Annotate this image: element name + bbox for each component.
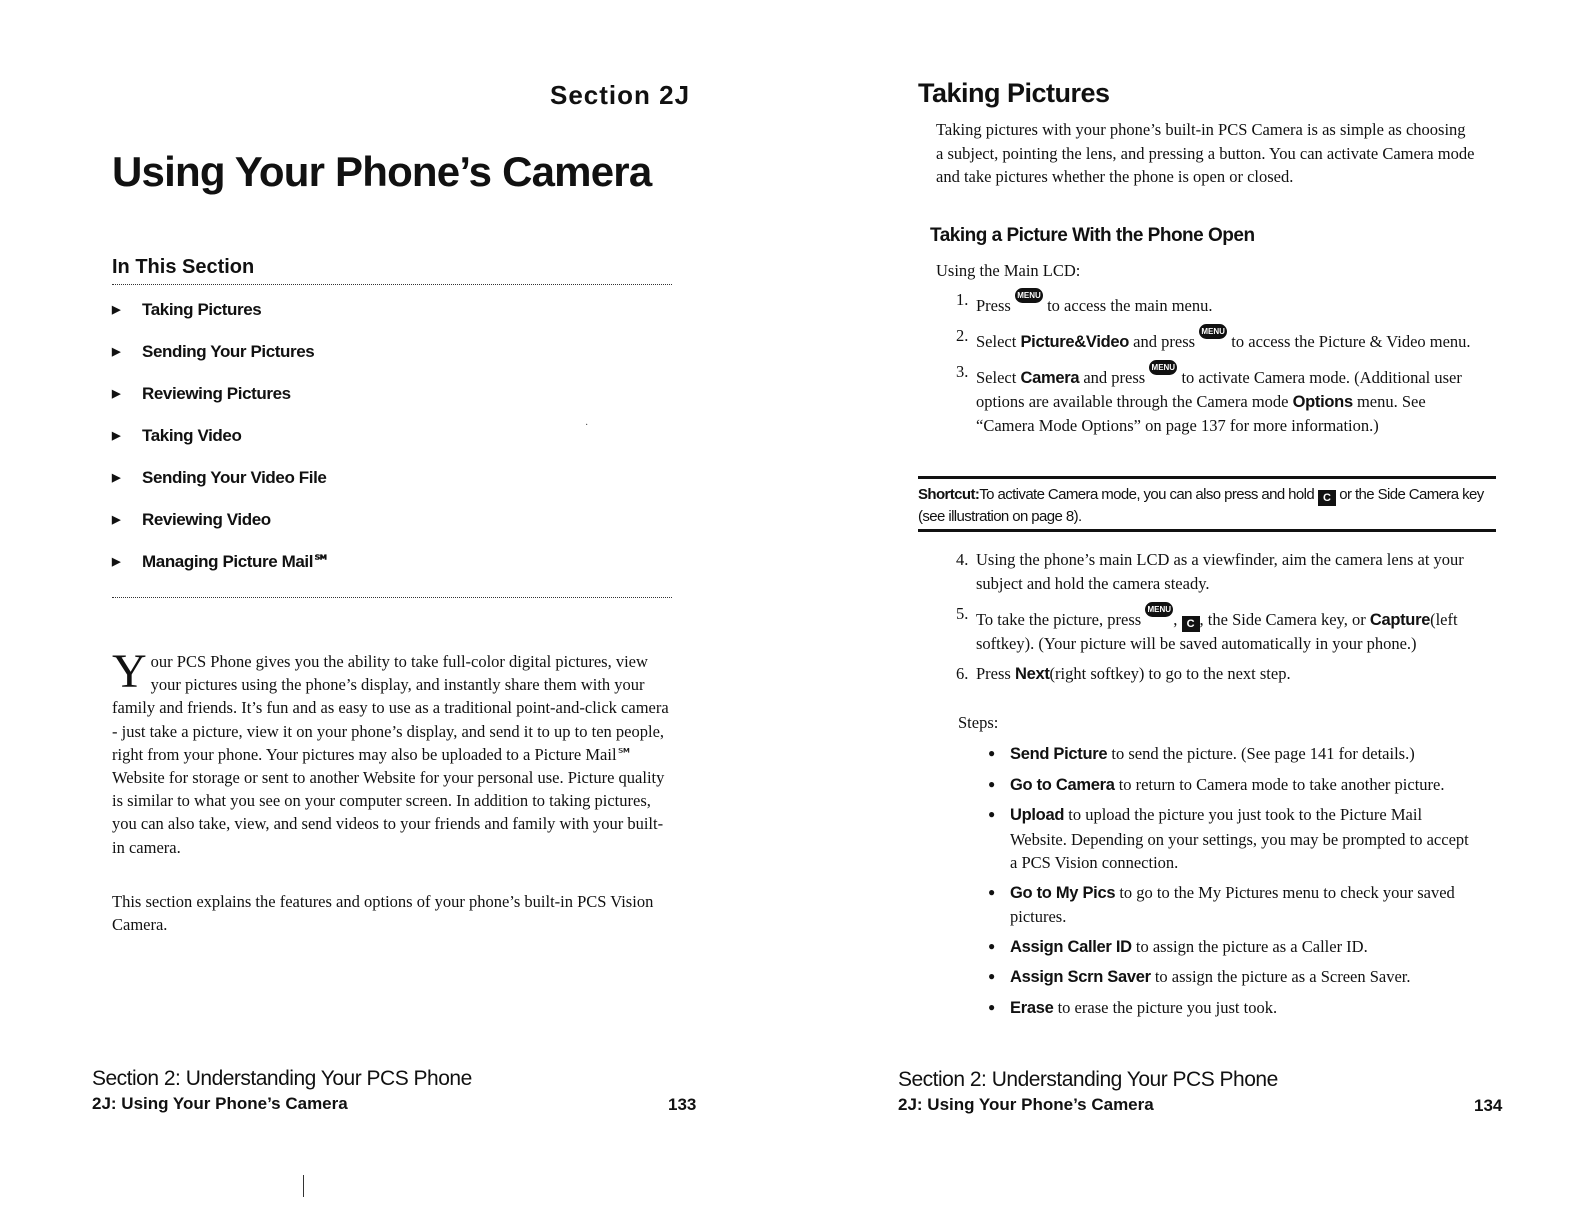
arrow-icon: ▶ bbox=[112, 430, 121, 442]
toc-item-label: Sending Your Video File bbox=[142, 468, 327, 487]
bullet-icon: ● bbox=[988, 807, 996, 821]
divider bbox=[918, 529, 1496, 532]
page-number: 134 bbox=[1474, 1096, 1503, 1115]
section-heading: Taking Pictures bbox=[918, 78, 1110, 108]
divider bbox=[918, 476, 1496, 479]
toc-item bbox=[112, 426, 672, 468]
toc-item bbox=[112, 510, 672, 552]
toc-item-label: Taking Pictures bbox=[142, 300, 262, 319]
step-text: Press bbox=[976, 296, 1011, 315]
arrow-icon: ▶ bbox=[112, 388, 121, 400]
intro-paragraph-2: This section explains the features and options of your phone’s built-in PCS Vision Camera. bbox=[112, 892, 654, 935]
step-number: 4. bbox=[956, 550, 969, 569]
step-text: To take the picture, press bbox=[976, 610, 1142, 629]
step-item bbox=[956, 662, 1486, 686]
arrow-icon: ▶ bbox=[112, 514, 121, 526]
step-text: (right softkey) to go to the next step. bbox=[1049, 664, 1291, 683]
chapter-title: Using Your Phone’s Camera bbox=[112, 148, 652, 195]
toc-item bbox=[112, 342, 672, 384]
drop-cap: Y bbox=[112, 645, 147, 698]
bullet-icon: ● bbox=[988, 746, 996, 760]
step-text: and press bbox=[1133, 332, 1196, 351]
menu-ok-key-icon: MENU OK bbox=[1145, 602, 1173, 617]
step-number: 3. bbox=[956, 362, 969, 381]
divider bbox=[112, 597, 672, 598]
menu-option: Camera bbox=[1020, 369, 1080, 387]
bullet-icon: ● bbox=[988, 999, 996, 1014]
step-text: (left softkey). (Your picture will be saved automatically in your phone.) bbox=[976, 610, 1458, 653]
shortcut-text: or the Side Camera key (see illustration on page 8). bbox=[918, 486, 1484, 525]
option-item bbox=[988, 965, 1478, 990]
toc-heading: In This Section bbox=[112, 256, 255, 278]
toc-item-label: Reviewing Video bbox=[142, 510, 271, 529]
shortcut-note bbox=[918, 484, 1496, 527]
option-text: to return to Camera mode to take another picture. bbox=[1118, 774, 1445, 794]
menu-option: Options bbox=[1292, 393, 1353, 411]
option-text: to go to the My Pictures menu to check your saved pictures. bbox=[1010, 882, 1455, 926]
option-label: Upload bbox=[1010, 806, 1065, 824]
option-text: to assign the picture as a Screen Saver. bbox=[1154, 967, 1411, 986]
step-number: 1. bbox=[956, 290, 969, 309]
arrow-icon: ▶ bbox=[112, 304, 121, 316]
options-list bbox=[988, 742, 1478, 1026]
menu-ok-key-icon: MENU OK bbox=[1015, 288, 1043, 303]
step-number: 2. bbox=[956, 326, 969, 345]
arrow-icon: ▶ bbox=[112, 556, 121, 568]
option-text: to assign the picture as a Caller ID. bbox=[1135, 936, 1368, 956]
softkey-label: Capture bbox=[1369, 611, 1431, 629]
toc-item-label: Sending Your Pictures bbox=[142, 342, 315, 361]
step-number: 6. bbox=[956, 664, 969, 683]
option-label: Go to My Pics bbox=[1010, 883, 1116, 902]
toc-item-label: Taking Video bbox=[142, 426, 242, 445]
option-item bbox=[988, 742, 1478, 767]
option-label: Assign Scrn Saver bbox=[1010, 968, 1151, 986]
softkey-label: Next bbox=[1014, 665, 1050, 683]
step-text: menu. See “Camera Mode Options” on page 137 for more information.) bbox=[976, 392, 1426, 435]
option-text: to upload the picture you just took to the Picture Mail Website. Depending on your settings, you may be prompted to accept a PCS Vision connection. bbox=[1010, 805, 1469, 872]
bullet-icon: ● bbox=[988, 884, 996, 899]
step-text: , bbox=[1173, 610, 1178, 629]
steps-label: Steps: bbox=[958, 713, 999, 732]
step-text: Select bbox=[976, 368, 1017, 387]
footer-chapter: 2J: Using Your Phone’s Camera bbox=[92, 1094, 348, 1113]
toc-item bbox=[112, 552, 672, 594]
step-text: and press bbox=[1083, 368, 1146, 387]
toc-item bbox=[112, 300, 672, 342]
subheading: Taking a Picture With the Phone Open bbox=[930, 225, 1255, 246]
page-number: 133 bbox=[668, 1095, 697, 1114]
footer-section: Section 2: Understanding Your PCS Phone bbox=[92, 1067, 472, 1090]
arrow-icon: ▶ bbox=[112, 472, 121, 484]
option-label: Go to Camera bbox=[1010, 775, 1115, 794]
section-label: Section 2J bbox=[550, 80, 691, 110]
step-text: , the Side Camera key, or bbox=[1199, 610, 1366, 629]
shortcut-label: Shortcut: bbox=[918, 486, 980, 503]
step-item bbox=[956, 360, 1486, 438]
toc-item-label: Managing Picture Mail℠ bbox=[142, 552, 331, 571]
step-text: to access the main menu. bbox=[1047, 296, 1213, 315]
option-label: Send Picture bbox=[1010, 745, 1108, 763]
arrow-icon: ▶ bbox=[112, 346, 121, 358]
step-text: to access the Picture & Video menu. bbox=[1231, 332, 1471, 351]
option-item bbox=[988, 996, 1478, 1021]
intro-paragraph bbox=[112, 645, 672, 859]
steps-list bbox=[956, 548, 1486, 692]
steps-list bbox=[956, 288, 1486, 444]
step-item bbox=[956, 288, 1486, 318]
step-item bbox=[956, 602, 1486, 656]
bullet-icon: ● bbox=[988, 938, 996, 953]
option-label: Erase bbox=[1010, 998, 1054, 1017]
step-number: 5. bbox=[956, 604, 969, 623]
toc-list bbox=[112, 300, 672, 594]
option-label: Assign Caller ID bbox=[1010, 937, 1132, 956]
step-text: Select bbox=[976, 332, 1017, 351]
toc-item-label: Reviewing Pictures bbox=[142, 384, 291, 403]
scan-speck: · bbox=[585, 420, 589, 431]
scan-mark bbox=[303, 1175, 304, 1197]
using-label: Using the Main LCD: bbox=[936, 261, 1081, 280]
divider bbox=[112, 284, 672, 285]
bullet-icon: ● bbox=[988, 776, 996, 791]
bullet-icon: ● bbox=[988, 969, 996, 983]
option-item bbox=[988, 881, 1478, 929]
menu-ok-key-icon: MENU OK bbox=[1149, 360, 1177, 375]
shortcut-text: To activate Camera mode, you can also press and hold bbox=[979, 486, 1315, 503]
camera-key-icon: C bbox=[1182, 616, 1200, 632]
option-item bbox=[988, 773, 1478, 798]
option-item bbox=[988, 803, 1478, 875]
step-item bbox=[956, 324, 1486, 354]
intro-text: our PCS Phone gives you the ability to take full-color digital pictures, view your pictures using the phone’s display, and instantly share them with your family and friends. It’s fun and as easy to use as a traditional point-and-click camera - just take a picture, view it on your phone’s display, and send it to up to ten people, right from your phone. Your pictures may also be uploaded to a Picture Mail℠ Website for storage or sent to another Website for your personal use. Picture quality is similar to what you see on your computer screen. In addition to taking pictures, you can also take, view, and send videos to your friends and family with your built-in camera. bbox=[112, 652, 669, 857]
step-item bbox=[956, 548, 1486, 596]
step-text: Press bbox=[976, 664, 1011, 683]
option-text: to send the picture. (See page 141 for details.) bbox=[1111, 744, 1415, 763]
right-page bbox=[792, 0, 1584, 1224]
step-text: Using the phone’s main LCD as a viewfinder, aim the camera lens at your subject and hold the camera steady. bbox=[976, 550, 1464, 593]
option-text: to erase the picture you just took. bbox=[1057, 997, 1278, 1017]
toc-item bbox=[112, 468, 672, 510]
option-item bbox=[988, 935, 1478, 960]
section-intro: Taking pictures with your phone’s built-in PCS Camera is as simple as choosing a subject, pointing the lens, and pressing a button. You can activate Camera mode and take pictures whether the phone is open or closed. bbox=[936, 120, 1475, 186]
menu-ok-key-icon: MENU OK bbox=[1199, 324, 1227, 339]
footer-section: Section 2: Understanding Your PCS Phone bbox=[898, 1068, 1278, 1091]
step-text: to activate Camera mode. (Additional user options are available through the Camera mode bbox=[976, 368, 1462, 411]
camera-key-icon: C bbox=[1318, 490, 1336, 506]
menu-option: Picture&Video bbox=[1020, 333, 1130, 351]
footer-chapter: 2J: Using Your Phone’s Camera bbox=[898, 1095, 1154, 1114]
